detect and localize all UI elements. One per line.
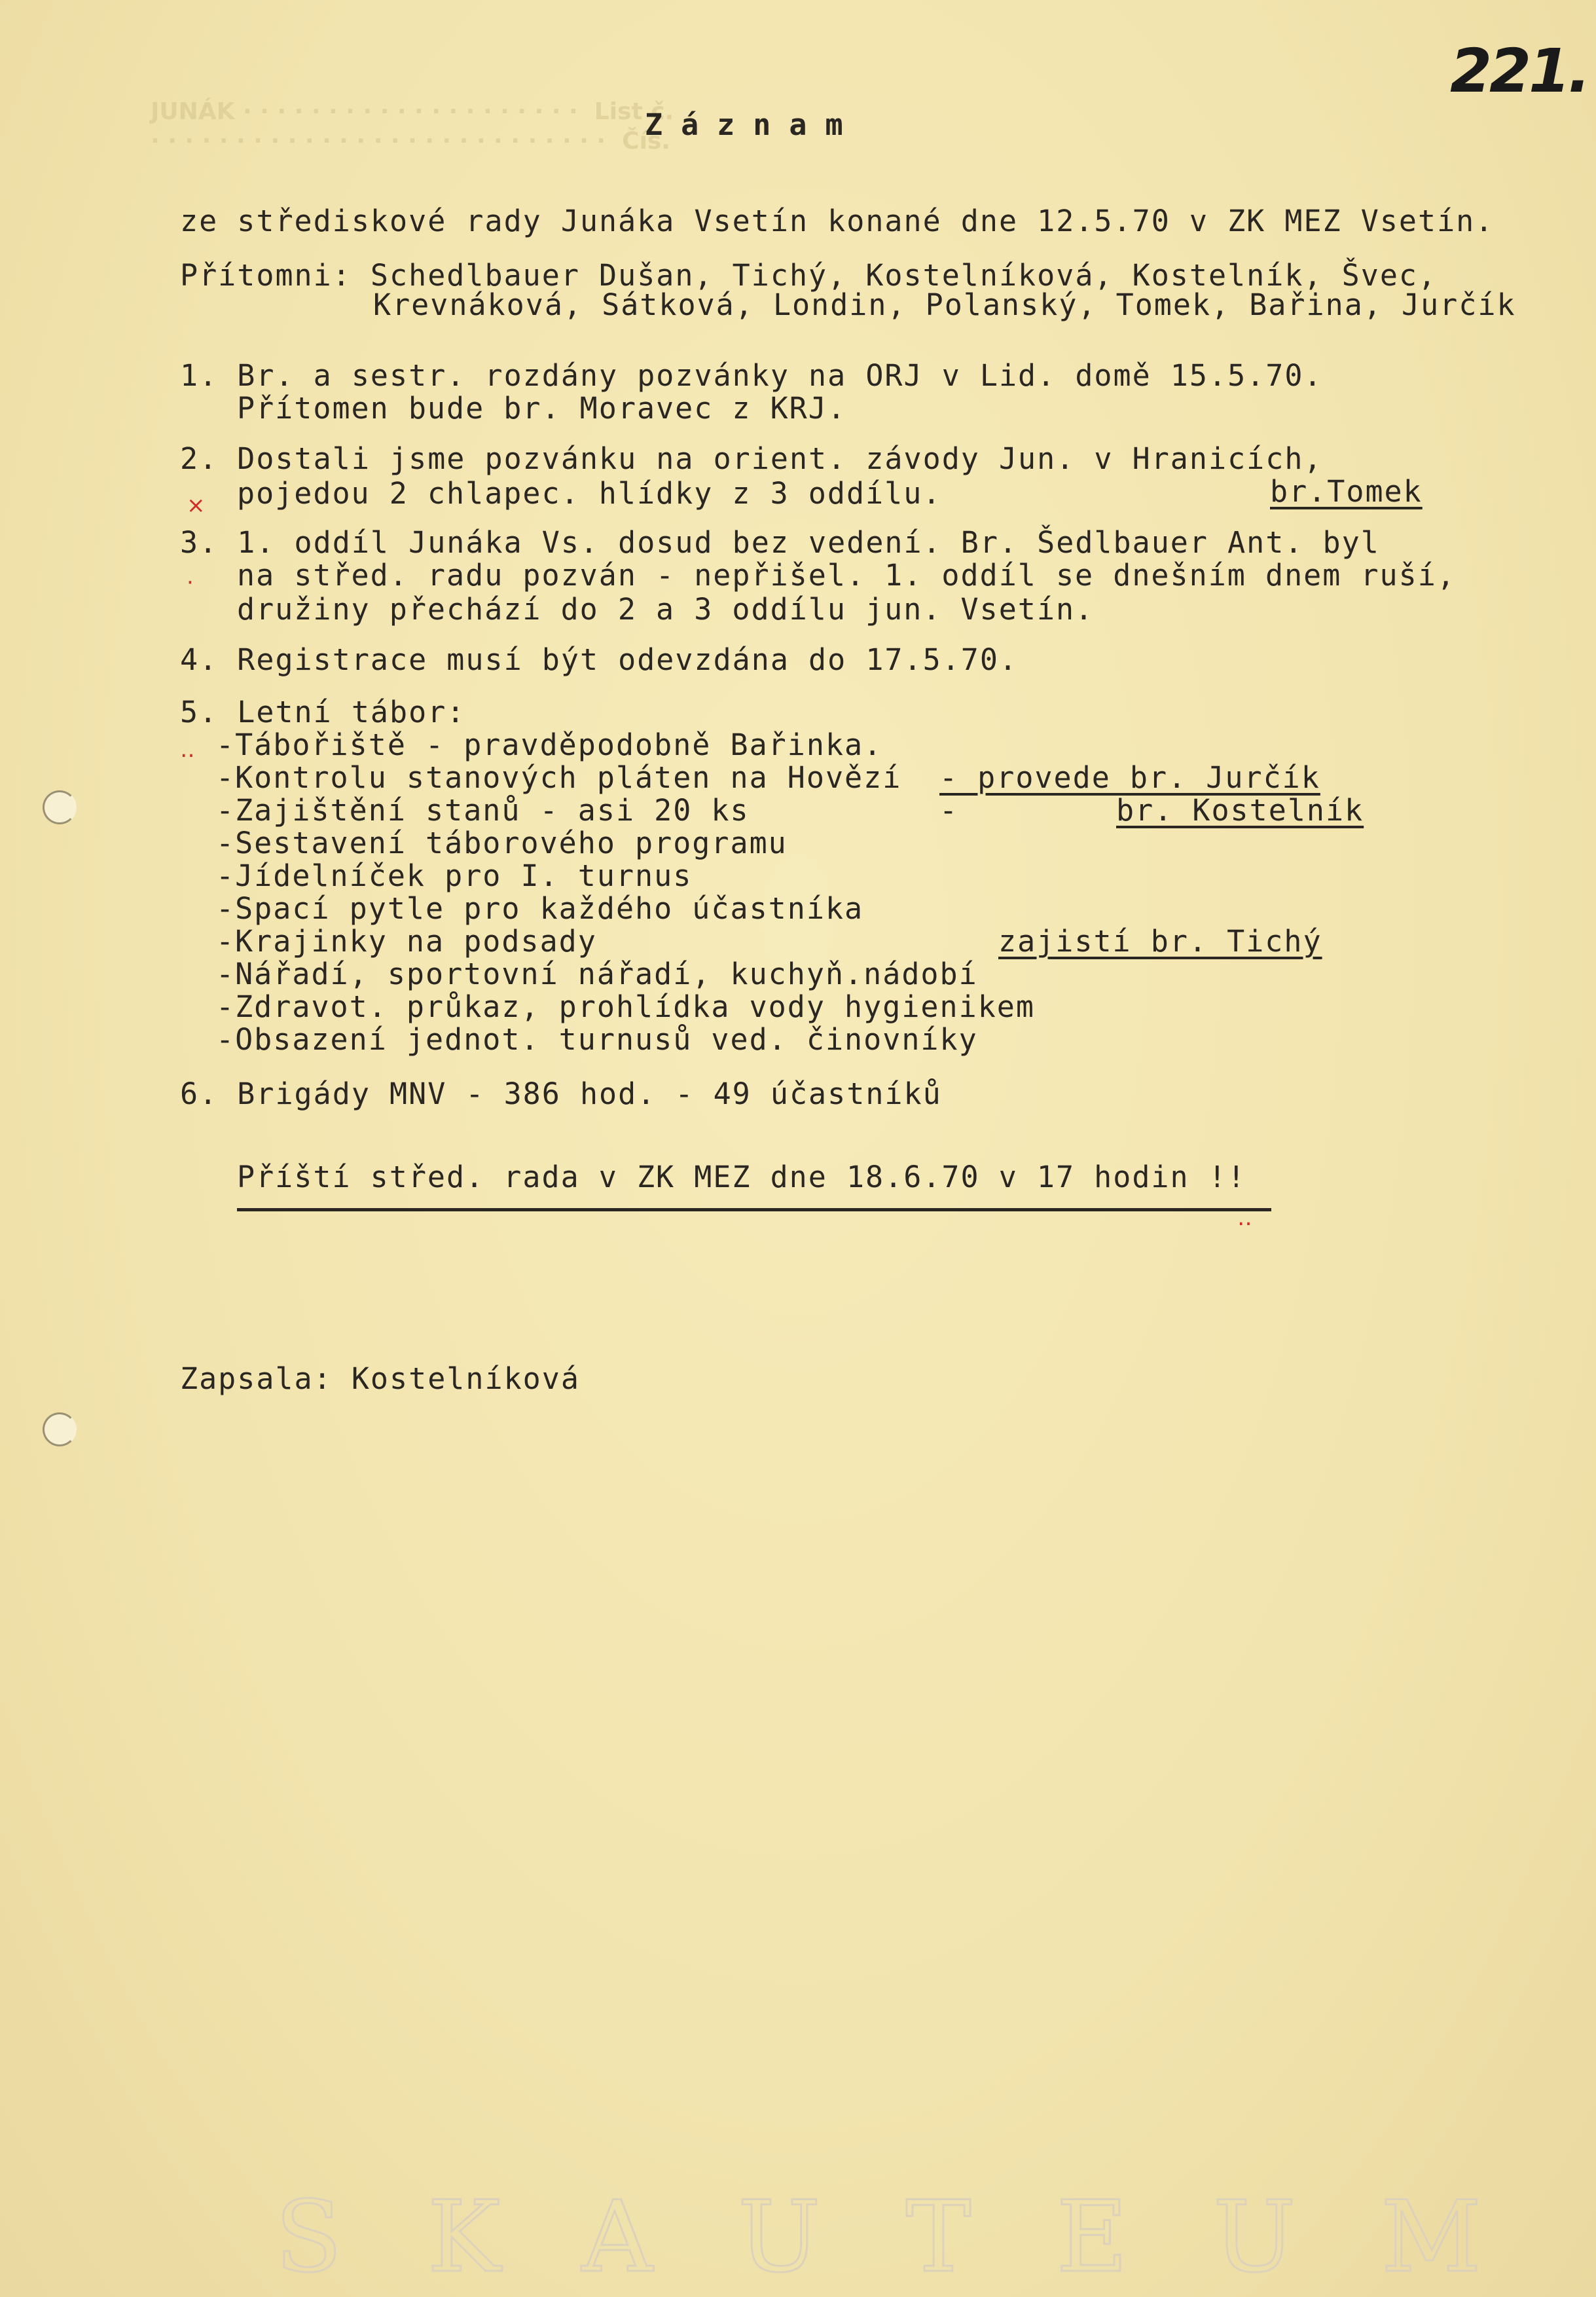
item-5-sub-9: -Zdravot. průkaz, prohlídka vody hygienikem xyxy=(216,989,1035,1024)
item-3-line-3: družiny přechází do 2 a 3 oddílu jun. Vsetín. xyxy=(237,592,1095,627)
item-6-line-1: 6. Brigády MNV - 386 hod. - 49 účastníků xyxy=(180,1076,942,1111)
item-1-line-2: Přítomen bude br. Moravec z KRJ. xyxy=(237,391,846,426)
item-5-sub-3-responsible: br. Kostelník xyxy=(1116,793,1364,828)
item-5-sub-2-responsible: - provede br. Jurčík xyxy=(939,760,1320,795)
item-3-line-2: na střed. radu pozván - nepřišel. 1. oddíl se dnešním dnem ruší, xyxy=(237,558,1456,593)
document-title: Záznam xyxy=(645,107,861,142)
recorded-by: Zapsala: Kostelníková xyxy=(180,1361,580,1396)
punch-hole-bottom xyxy=(43,1412,77,1446)
item-5-sub-10: -Obsazení jednot. turnusů ved. činovníky xyxy=(216,1022,978,1057)
item-5-sub-6: -Spací pytle pro každého účastníka xyxy=(216,891,864,926)
item-5-sub-4: -Sestavení táborového programu xyxy=(216,826,788,860)
item-2-responsible: br.Tomek xyxy=(1270,474,1423,509)
red-check-mark: ‥ xyxy=(1237,1205,1252,1231)
faint-letterhead: JUNÁK · · · · · · · · · · · · · · · · · · · · List č. xyxy=(151,98,674,125)
attendees-line-1: Přítomni: Schedlbauer Dušan, Tichý, Kostelníková, Kostelník, Švec, xyxy=(180,258,1438,293)
attendees-line-2: Krevnáková, Sátková, Londin, Polanský, Tomek, Bařina, Jurčík xyxy=(373,287,1516,322)
red-check-mark: × xyxy=(187,492,206,519)
meeting-subtitle: ze střediskové rady Junáka Vsetín konané dne 12.5.70 v ZK MEZ Vsetín. xyxy=(180,204,1495,238)
item-5-sub-8: -Nářadí, sportovní nářadí, kuchyň.nádobí xyxy=(216,957,978,991)
item-5-sub-7: -Krajinky na podsady xyxy=(216,924,597,959)
red-check-mark: ‥ xyxy=(180,737,195,763)
next-meeting-rule xyxy=(237,1208,1271,1211)
item-5-sub-3: -Zajištění stanů - asi 20 ks xyxy=(216,793,750,828)
page-number: 221. xyxy=(1450,36,1588,106)
item-5-sub-5: -Jídelníček pro I. turnus xyxy=(216,858,693,893)
faint-letterhead-2: · · · · · · · · · · · · · · · · · · · · · · · · · · · Čís. xyxy=(151,128,671,155)
item-5-sub-7-responsible: zajistí br. Tichý xyxy=(998,924,1322,959)
item-5-sub-2: -Kontrolu stanových pláten na Hovězí xyxy=(216,760,902,795)
item-5-heading: 5. Letní tábor: xyxy=(180,695,466,729)
item-1-line-1: 1. Br. a sestr. rozdány pozvánky na ORJ v Lid. domě 15.5.70. xyxy=(180,358,1323,393)
item-5-sub-1: -Tábořiště - pravděpodobně Bařinka. xyxy=(216,727,883,762)
red-check-mark: · xyxy=(187,570,194,596)
punch-hole-top xyxy=(43,790,77,824)
next-meeting-note: Příští střed. rada v ZK MEZ dne 18.6.70 v 17 hodin !! xyxy=(237,1160,1246,1194)
item-5-sub-3-dash: - xyxy=(939,793,959,828)
item-4-line-1: 4. Registrace musí být odevzdána do 17.5.70. xyxy=(180,642,1019,677)
item-2-line-1: 2. Dostali jsme pozvánku na orient. závody Jun. v Hranicích, xyxy=(180,441,1323,476)
skauteum-watermark: SKAUTEUM xyxy=(275,2180,1567,2294)
item-2-line-2: pojedou 2 chlapec. hlídky z 3 oddílu. xyxy=(237,476,942,511)
item-3-line-1: 3. 1. oddíl Junáka Vs. dosud bez vedení. Br. Šedlbauer Ant. byl xyxy=(180,525,1380,560)
